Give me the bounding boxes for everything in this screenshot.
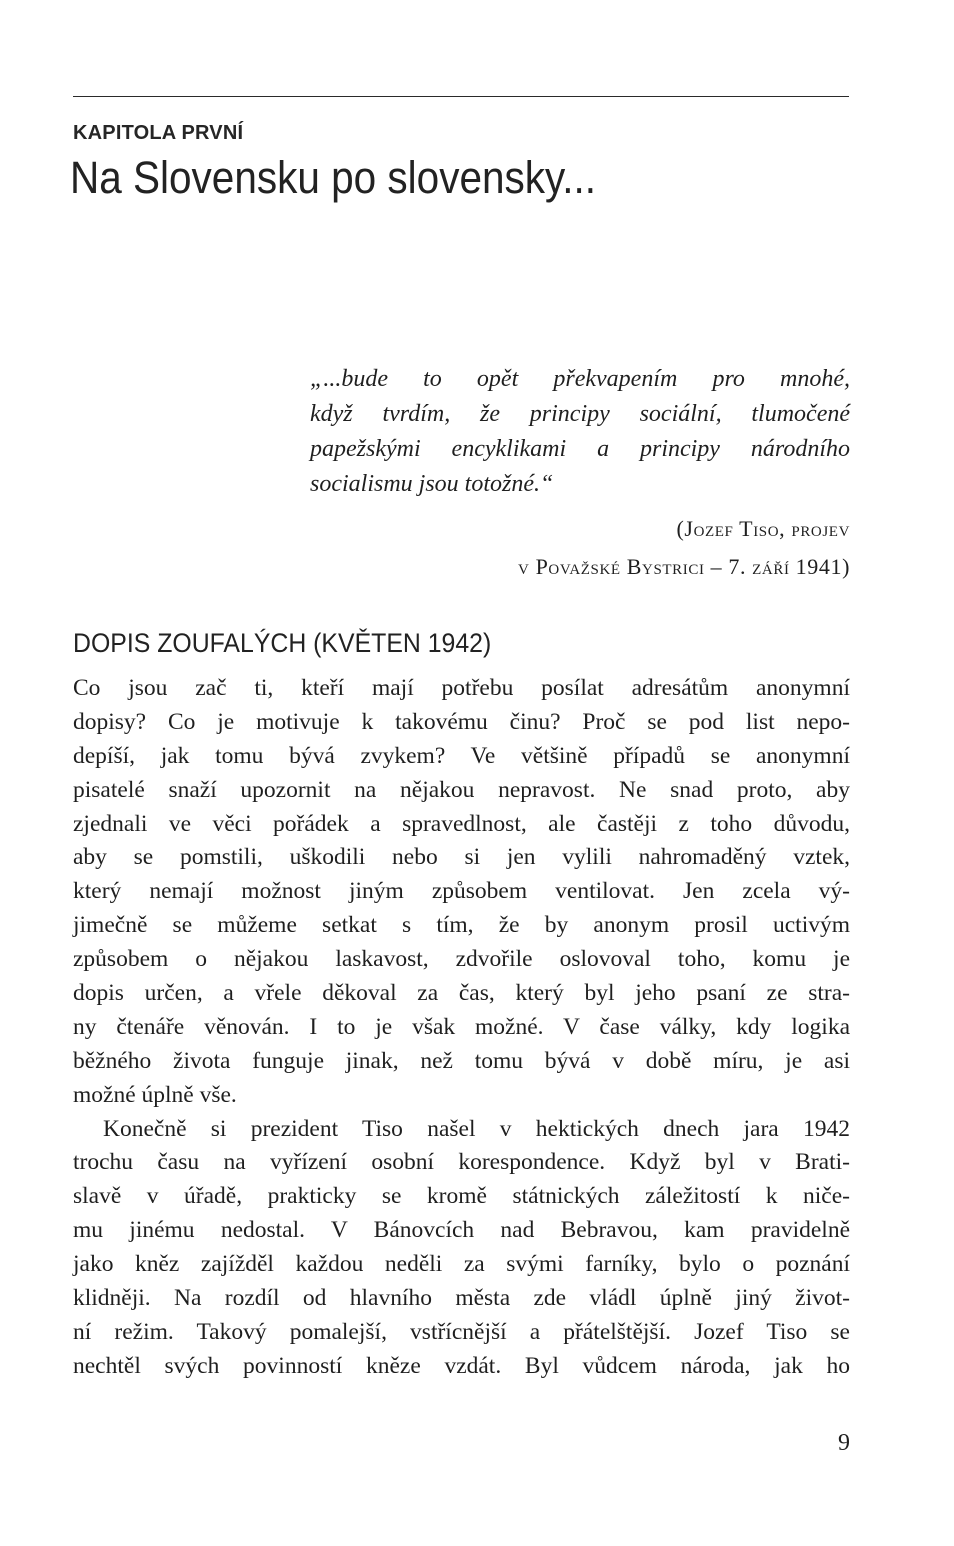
- text-line: slavě v úřadě, prakticky se kromě státnických záležitostí k niče-: [73, 1183, 850, 1210]
- text-line: běžného života funguje jinak, než tomu bývá v době míru, je asi: [73, 1047, 850, 1074]
- page-number: 9: [838, 1430, 850, 1456]
- text-line: Co jsou zač ti, kteří mají potřebu posílat adresátům anonymní: [73, 675, 850, 701]
- text-line: aby se pomstili, uškodili nebo si jen vylili nahromaděný vztek,: [73, 844, 850, 871]
- paragraph-2: [73, 1113, 850, 1384]
- text-line: nechtěl svých povinností kněze vzdát. Byl vůdcem národa, jak ho: [73, 1352, 850, 1379]
- epigraph-line: „...bude to opět překvapením pro mnohé,: [310, 366, 850, 392]
- body-text: [73, 672, 850, 1384]
- text-line: trochu času na vyřízení osobní korespondence. Když byl v Brati-: [73, 1149, 850, 1176]
- text-line: dopis určen, a vřele děkoval za čas, který byl jeho psaní ze stra-: [73, 980, 850, 1007]
- text-line: způsobem o nějakou laskavost, zdvořile oslovoval toho, komu je: [73, 946, 850, 973]
- epigraph-quote: [310, 362, 850, 502]
- text-line: pisatelé snaží upozornit na nějakou nepravost. Ne snad proto, aby: [73, 776, 850, 803]
- epigraph-line: socialismu jsou totožné.“: [310, 471, 554, 497]
- section-heading: DOPIS ZOUFALÝCH (KVĚTEN 1942): [73, 628, 492, 658]
- epigraph-line: když tvrdím, že principy sociální, tlumočené: [310, 401, 850, 427]
- epigraph-line: papežskými encyklikami a principy národního: [310, 436, 850, 462]
- top-rule: [73, 96, 849, 97]
- attribution-line: v Považské Bystrici – 7. září 1941): [518, 554, 850, 579]
- text-line: mu jinému nedostal. V Bánovcích nad Bebravou, kam pravidelně: [73, 1217, 850, 1244]
- text-line: depíší, jak tomu bývá zvykem? Ve většině případů se anonymní: [73, 742, 850, 769]
- text-line: ny čtenáře věnován. I to je však možné. V čase války, kdy logika: [73, 1013, 850, 1040]
- text-line: jimečně se můžeme setkat s tím, že by anonym prosil uctivým: [73, 912, 850, 939]
- text-line: který nemají možnost jiným způsobem ventilovat. Jen zcela vý-: [73, 878, 850, 905]
- chapter-title: Na Slovensku po slovensky...: [70, 152, 597, 203]
- text-line: Konečně si prezident Tiso našel v hektických dnech jara 1942: [103, 1115, 850, 1142]
- text-line: klidněji. Na rozdíl od hlavního města zde vládl úplně jiný život-: [73, 1285, 850, 1312]
- text-line: dopisy? Co je motivuje k takovému činu? Proč se pod list nepo-: [73, 708, 850, 735]
- text-line: ní režim. Takový pomalejší, vstřícnější a přátelštější. Jozef Tiso se: [73, 1318, 850, 1345]
- text-line: zjednali ve věci pořádek a spravedlnost, ale častěji z toho důvodu,: [73, 810, 850, 837]
- paragraph-1: [73, 672, 850, 1113]
- text-line: možné úplně vše.: [73, 1081, 237, 1108]
- chapter-label: KAPITOLA PRVNÍ: [73, 122, 244, 144]
- epigraph-attribution: [518, 510, 850, 586]
- text-line: jako kněz zajížděl každou neděli za svými farníky, bylo o poznání: [73, 1251, 850, 1278]
- attribution-line: (Jozef Tiso, projev: [676, 516, 850, 541]
